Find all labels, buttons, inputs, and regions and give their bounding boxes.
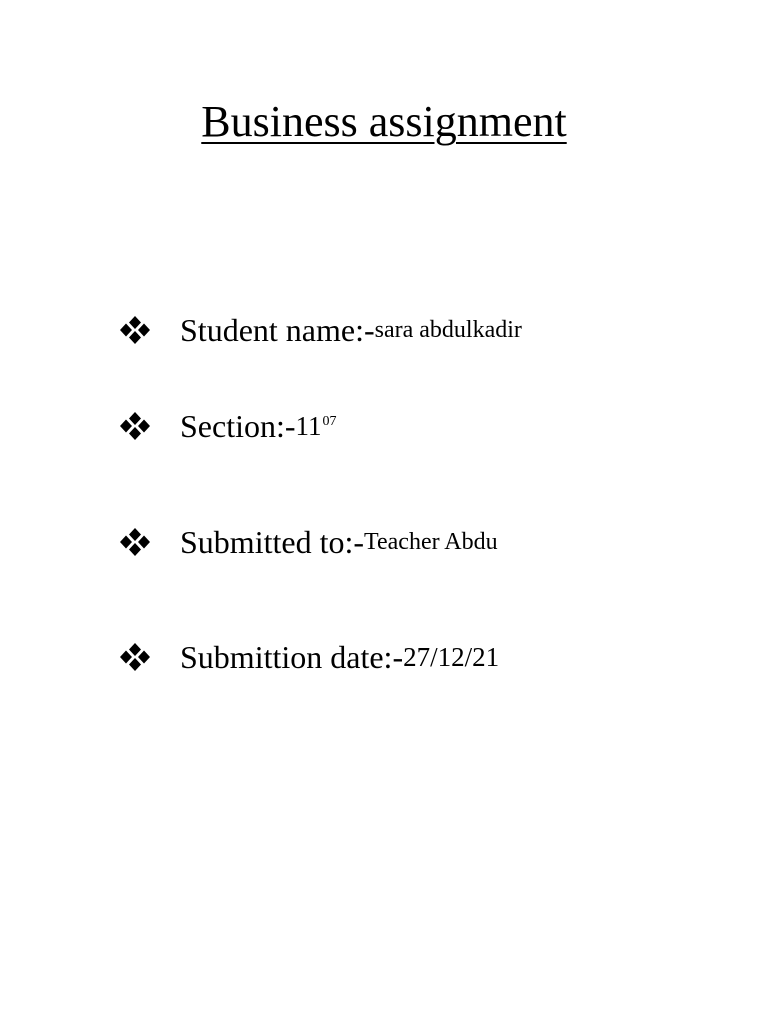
four-diamond-bullet-icon	[118, 642, 152, 672]
section-value: 11	[295, 411, 322, 441]
submission-date-separator: :-	[383, 639, 404, 675]
section-separator: :-	[275, 408, 296, 444]
submitted-to-label: Submitted to	[180, 524, 345, 560]
section-superscript: 07	[322, 414, 337, 429]
list-item-student-name	[118, 308, 522, 352]
student-name-separator: :-	[355, 312, 375, 348]
student-name-label: Student name	[180, 312, 356, 348]
four-diamond-bullet-icon	[118, 411, 152, 441]
document-title-text: Business assignment	[201, 97, 567, 146]
list-item-submitted-to	[118, 520, 498, 564]
four-diamond-bullet-icon	[118, 527, 152, 557]
list-item-submission-date	[118, 635, 499, 679]
section-label: Section	[180, 408, 276, 444]
student-name-value: sara abdulkadir	[374, 317, 522, 343]
list-item-section	[118, 404, 337, 448]
submitted-to-value: Teacher Abdu	[364, 529, 498, 555]
submitted-to-separator: :-	[344, 524, 364, 560]
submission-date-value: 27/12/21	[403, 642, 500, 672]
four-diamond-bullet-icon	[118, 315, 152, 345]
submission-date-label: Submittion date	[180, 639, 384, 675]
